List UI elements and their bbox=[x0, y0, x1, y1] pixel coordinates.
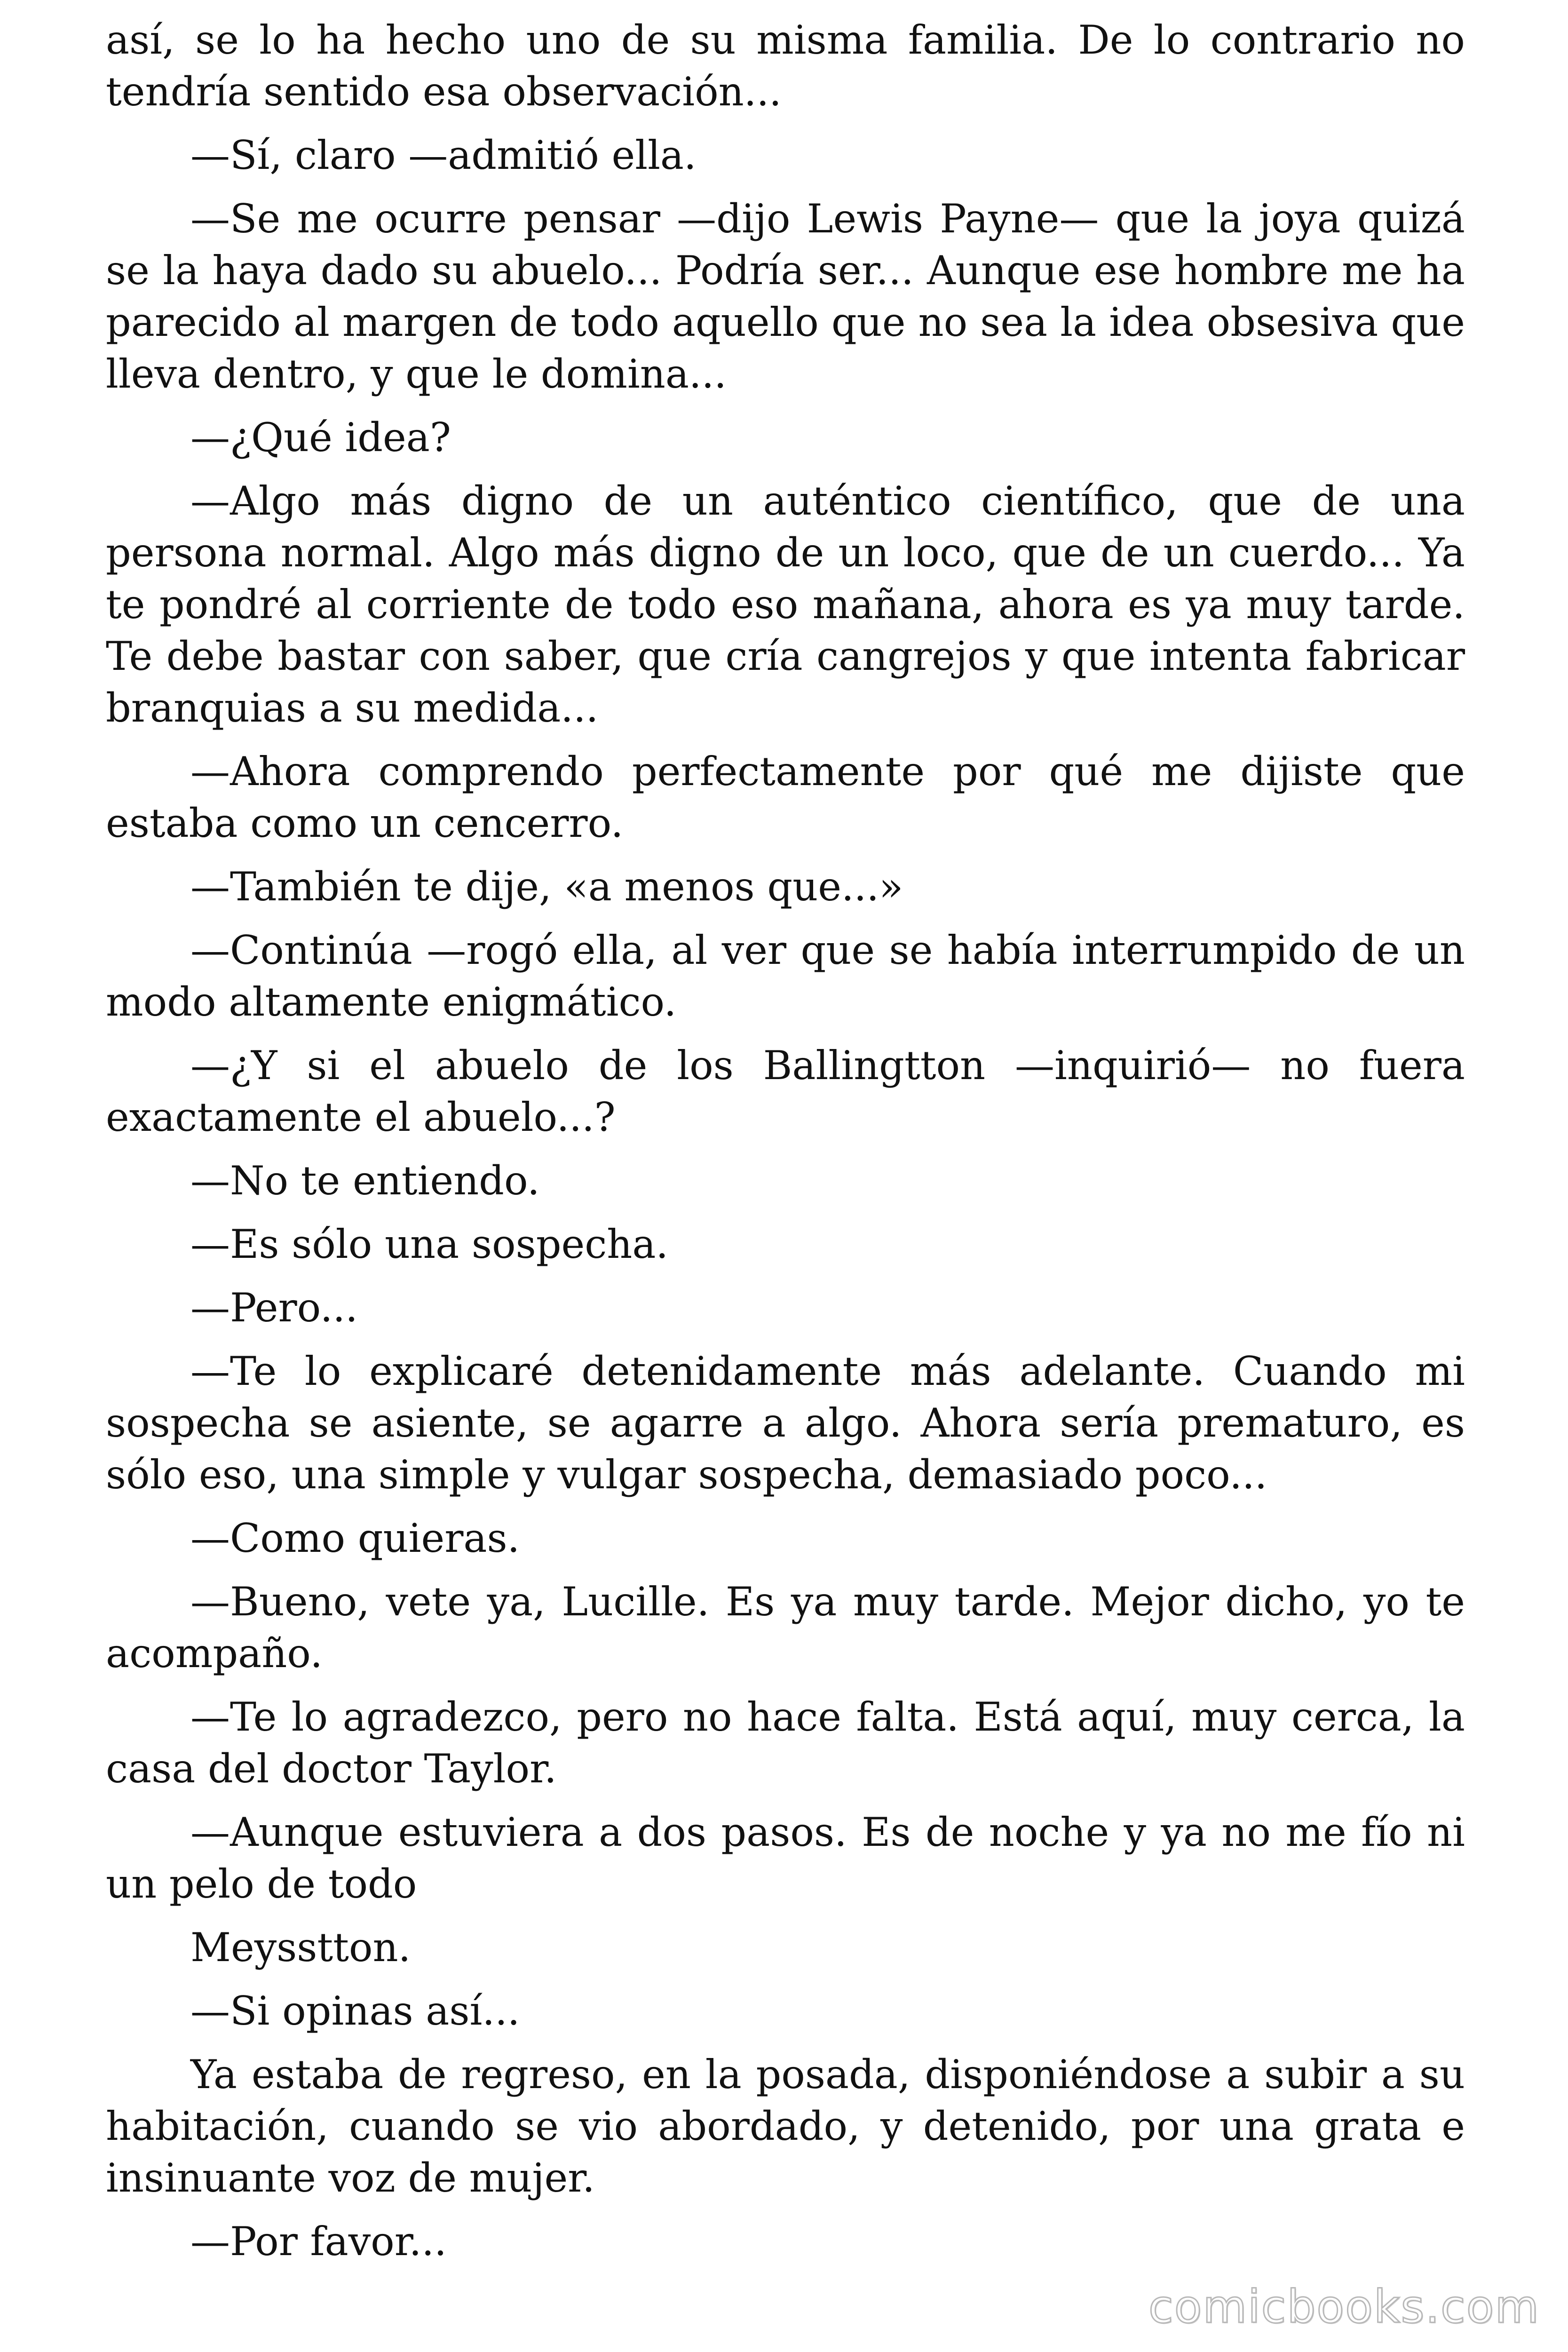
paragraph: Ya estaba de regreso, en la posada, disponiéndose a subir a su habitación, cuando se vio abordado, y detenido, por una grata e insinuante voz de mujer. bbox=[106, 2051, 1465, 2201]
paragraph: —Algo más digno de un auténtico científico, que de una persona normal. Algo más digno de un loco, que de un cuerdo... Ya te pondré al corriente de todo eso mañana, ahora es ya muy tarde. Te debe bastar con saber, que cría cangrejos y que intenta fabricar branquias a su medida... bbox=[106, 478, 1465, 731]
paragraph: —Si opinas así... bbox=[190, 1988, 520, 2034]
paragraph: —Ahora comprendo perfectamente por qué me dijiste que estaba como un cencerro. bbox=[106, 748, 1465, 846]
watermark-logo: comicbooks.com bbox=[1148, 2280, 1540, 2333]
body-text bbox=[106, 14, 1465, 2279]
paragraph: —Continúa —rogó ella, al ver que se había interrumpido de un modo altamente enigmático. bbox=[106, 927, 1465, 1025]
paragraph: así, se lo ha hecho uno de su misma familia. De lo contrario no tendría sentido esa observación... bbox=[106, 17, 1465, 115]
paragraph: —Como quieras. bbox=[190, 1515, 520, 1561]
paragraph: —También te dije, «a menos que...» bbox=[190, 864, 903, 910]
paragraph: —Sí, claro —admitió ella. bbox=[190, 132, 697, 178]
paragraph: —No te entiendo. bbox=[190, 1158, 540, 1204]
paragraph: —Te lo explicaré detenidamente más adelante. Cuando mi sospecha se asiente, se agarre a algo. Ahora sería prematuro, es sólo eso, una simple y vulgar sospecha, demasiado poco... bbox=[106, 1348, 1465, 1498]
paragraph: —Bueno, vete ya, Lucille. Es ya muy tarde. Mejor dicho, yo te acompaño. bbox=[106, 1579, 1465, 1677]
paragraph: Meysstton. bbox=[190, 1924, 411, 1971]
paragraph: —Te lo agradezco, pero no hace falta. Está aquí, muy cerca, la casa del doctor Taylor. bbox=[106, 1694, 1465, 1792]
paragraph: —¿Qué idea? bbox=[190, 414, 451, 461]
paragraph: —Aunque estuviera a dos pasos. Es de noche y ya no me fío ni un pelo de todo bbox=[106, 1809, 1465, 1907]
paragraph: —Se me ocurre pensar —dijo Lewis Payne— que la joya quizá se la haya dado su abuelo... Podría ser... Aunque ese hombre me ha parecido al margen de todo aquello que no sea la idea obsesiva que lleva dentro, y que le domina... bbox=[106, 196, 1465, 397]
paragraph: —Pero... bbox=[190, 1285, 358, 1331]
paragraph: —Por favor... bbox=[190, 2218, 447, 2265]
paragraph: —Es sólo una sospecha. bbox=[190, 1221, 669, 1267]
paragraph: —¿Y si el abuelo de los Ballingtton —inquirió— no fuera exactamente el abuelo...? bbox=[106, 1042, 1465, 1140]
